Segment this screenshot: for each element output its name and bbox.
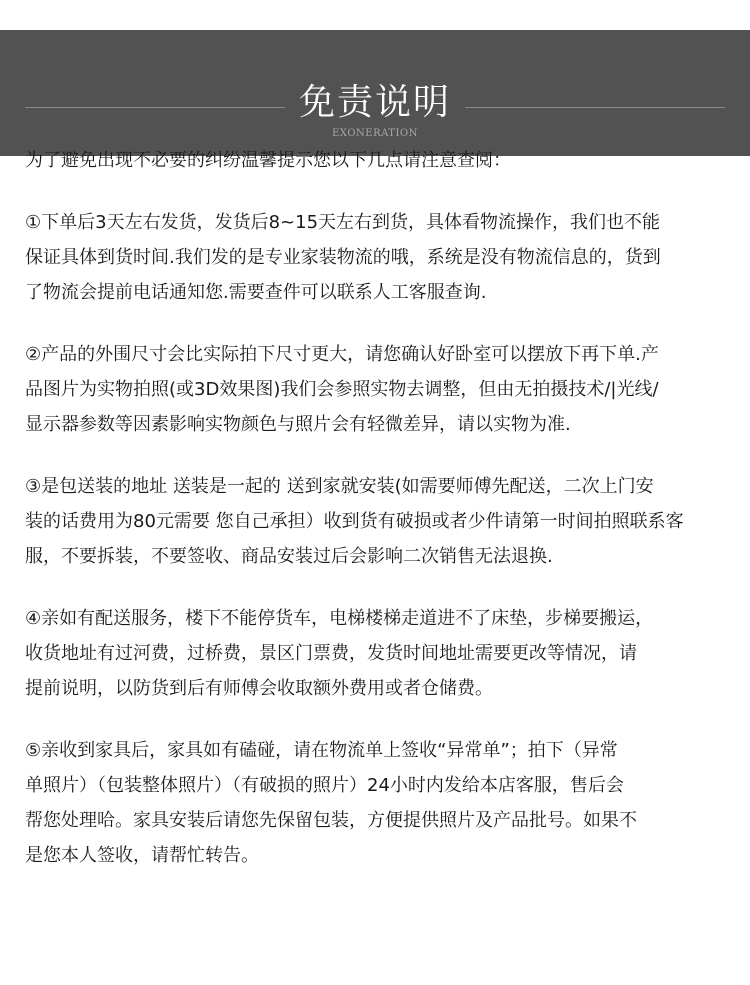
item-line: 服，不要拆装，不要签收、商品安装过后会影响二次销售无法退换. <box>25 546 553 567</box>
header-banner <box>0 30 750 156</box>
page-title: 免责说明 <box>298 82 451 123</box>
page-subtitle: EXONERATION <box>332 128 418 139</box>
item-line: ⑤亲收到家具后，家具如有磕碰，请在物流单上签收“异常单”；拍下（异常 <box>25 740 618 761</box>
item-line: 品图片为实物拍照(或3D效果图)我们会参照实物去调整，但由无拍摄技术/|光线/ <box>25 379 659 400</box>
item-line: ①下单后3天左右发货，发货后8~15天左右到货，具体看物流操作，我们也不能 <box>25 212 661 233</box>
item-line: ③是包送装的地址 送装是一起的 送到家就安装(如需要师傅先配送，二次上门安 <box>25 476 654 497</box>
disclaimer-item-1 <box>25 205 715 310</box>
disclaimer-item-4 <box>25 601 715 706</box>
disclaimer-item-3 <box>25 469 715 574</box>
item-line: ④亲如有配送服务，楼下不能停货车，电梯楼梯走道进不了床垫，步梯要搬运， <box>25 608 654 629</box>
disclaimer-item-2 <box>25 337 715 442</box>
item-line: 提前说明，以防货到后有师傅会收取额外费用或者仓储费。 <box>25 678 493 699</box>
item-line: 帮您处理哈。家具安装后请您先保留包装，方便提供照片及产品批号。如果不 <box>25 810 637 831</box>
item-line: 单照片）（包装整体照片）（有破损的照片）24小时内发给本店客服，售后会 <box>25 775 624 796</box>
item-line: 了物流会提前电话通知您.需要查件可以联系人工客服查询. <box>25 282 487 303</box>
item-line: 装的话费用为80元需要 您自己承担）收到货有破损或者少件请第一时间拍照联系客 <box>25 511 684 532</box>
item-line: 显示器参数等因素影响实物颜色与照片会有轻微差异，请以实物为准. <box>25 414 571 435</box>
disclaimer-item-5 <box>25 733 715 873</box>
item-line: 保证具体到货时间.我们发的是专业家装物流的哦，系统是没有物流信息的，货到 <box>25 247 661 268</box>
item-line: 是您本人签收，请帮忙转告。 <box>25 845 259 866</box>
item-line: 收货地址有过河费，过桥费，景区门票费，发货时间地址需要更改等情况，请 <box>25 643 637 664</box>
intro-text: 为了避免出现不必要的纠纷温馨提示您以下几点请注意查阅： <box>25 150 511 171</box>
disclaimer-content <box>25 143 715 873</box>
item-line: ②产品的外围尺寸会比实际拍下尺寸更大，请您确认好卧室可以摆放下再下单.产 <box>25 344 659 365</box>
